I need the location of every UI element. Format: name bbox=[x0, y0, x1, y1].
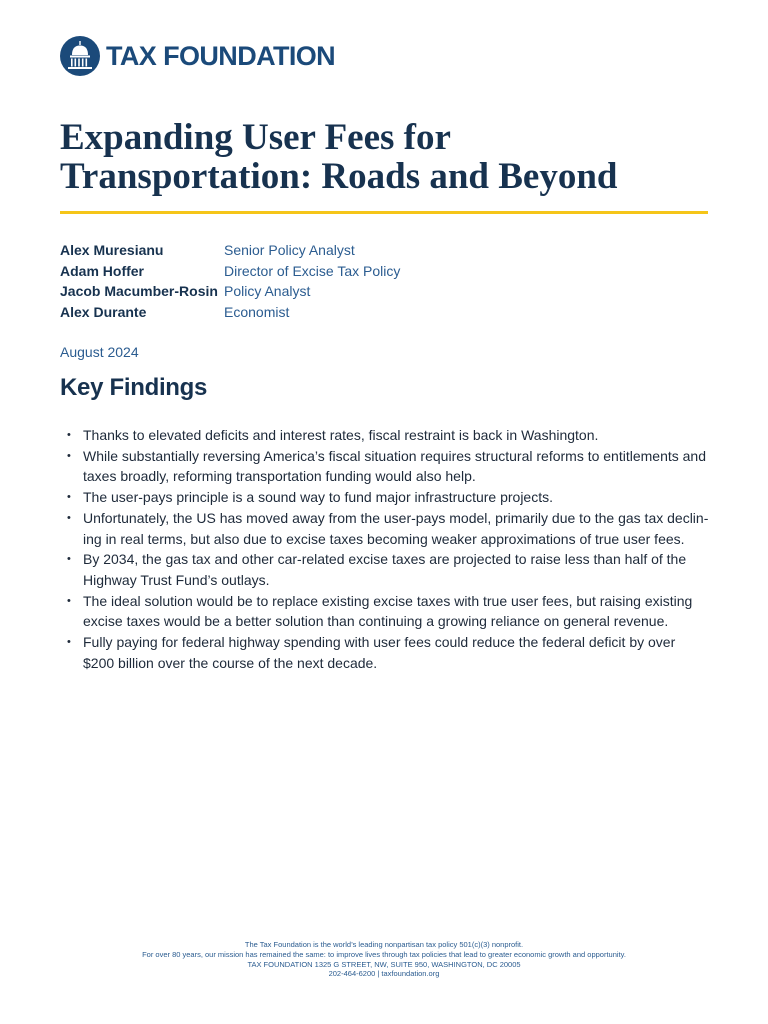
bullet-icon: • bbox=[67, 491, 71, 504]
document-title bbox=[60, 118, 720, 196]
bullet-icon: • bbox=[67, 553, 71, 566]
capitol-dome-icon bbox=[60, 36, 100, 76]
author-role: Economist bbox=[224, 304, 290, 321]
bullet-icon: • bbox=[67, 449, 71, 462]
finding-text: By 2034, the gas tax and other car-related excise taxes are projected to raise less than half of the Highway Trust Fund’s outlays. bbox=[83, 551, 687, 588]
author-row bbox=[60, 240, 400, 261]
finding-text: The user-pays principle is a sound way to fund major infrastructure projects. bbox=[83, 489, 553, 506]
finding-item bbox=[60, 632, 710, 673]
author-role: Senior Policy Analyst bbox=[224, 242, 355, 258]
title-line-1: Expanding User Fees for bbox=[60, 117, 451, 158]
key-findings-heading: Key Findings bbox=[60, 374, 208, 401]
finding-item bbox=[60, 446, 710, 487]
title-divider bbox=[60, 211, 708, 214]
finding-item bbox=[60, 487, 710, 508]
author-name: Alex Durante bbox=[60, 304, 147, 321]
page-footer bbox=[0, 940, 768, 979]
footer-mission-line: The Tax Foundation is the world’s leading nonpartisan tax policy 501(c)(3) nonprofit. bbox=[244, 940, 524, 949]
bullet-icon: • bbox=[67, 429, 71, 441]
finding-item bbox=[60, 508, 710, 549]
author-name: Alex Muresianu bbox=[60, 242, 164, 258]
author-row bbox=[60, 302, 400, 323]
publication-date: August 2024 bbox=[60, 344, 139, 360]
author-row bbox=[60, 261, 400, 282]
key-findings-list bbox=[60, 425, 710, 673]
bullet-icon: • bbox=[67, 594, 71, 607]
finding-text: While substantially reversing America’s fiscal situation requires structural reforms to entitlements and taxes broadly, reforming transportation funding would also help. bbox=[83, 447, 706, 485]
author-role: Director of Excise Tax Policy bbox=[224, 262, 401, 279]
footer-address: TAX FOUNDATION 1325 G STREET, NW, SUITE 950, WASHINGTON, DC 20005 bbox=[247, 959, 521, 969]
bullet-icon: • bbox=[67, 636, 71, 649]
finding-text: Fully paying for federal highway spending with user fees could reduce the federal deficit by over $200 billion over the course of the next decade. bbox=[83, 634, 676, 671]
author-role: Policy Analyst bbox=[224, 283, 311, 300]
footer-history-line: For over 80 years, our mission has remained the same: to improve lives through tax policies that lead to greater economic growth and opportunity. bbox=[142, 949, 626, 959]
author-name: Jacob Macumber-Rosin bbox=[60, 283, 218, 300]
brand-name: TAX FOUNDATION bbox=[106, 41, 336, 71]
author-row bbox=[60, 281, 400, 302]
bullet-icon: • bbox=[67, 511, 71, 524]
title-line-2: Transportation: Roads and Beyond bbox=[60, 156, 618, 197]
tax-foundation-logo bbox=[60, 36, 335, 76]
finding-text: Thanks to elevated deficits and interest rates, fiscal restraint is back in Washington. bbox=[83, 427, 599, 443]
finding-item bbox=[60, 549, 710, 590]
finding-item bbox=[60, 591, 710, 632]
footer-contact: 202-464-6200 | taxfoundation.org bbox=[328, 969, 440, 979]
author-name: Adam Hoffer bbox=[60, 262, 145, 279]
finding-text: The ideal solution would be to replace existing excise taxes with true user fees, but raising existing excise taxes would be a better solution than continuing a growing reliance on general revenue. bbox=[83, 592, 693, 630]
author-list bbox=[60, 240, 400, 323]
finding-item bbox=[60, 425, 710, 446]
finding-text: Unfortunately, the US has moved away from the user-pays model, primarily due to the gas tax declining in real terms, but also due to excise taxes becoming weaker approximations of true user fees. bbox=[83, 509, 709, 547]
